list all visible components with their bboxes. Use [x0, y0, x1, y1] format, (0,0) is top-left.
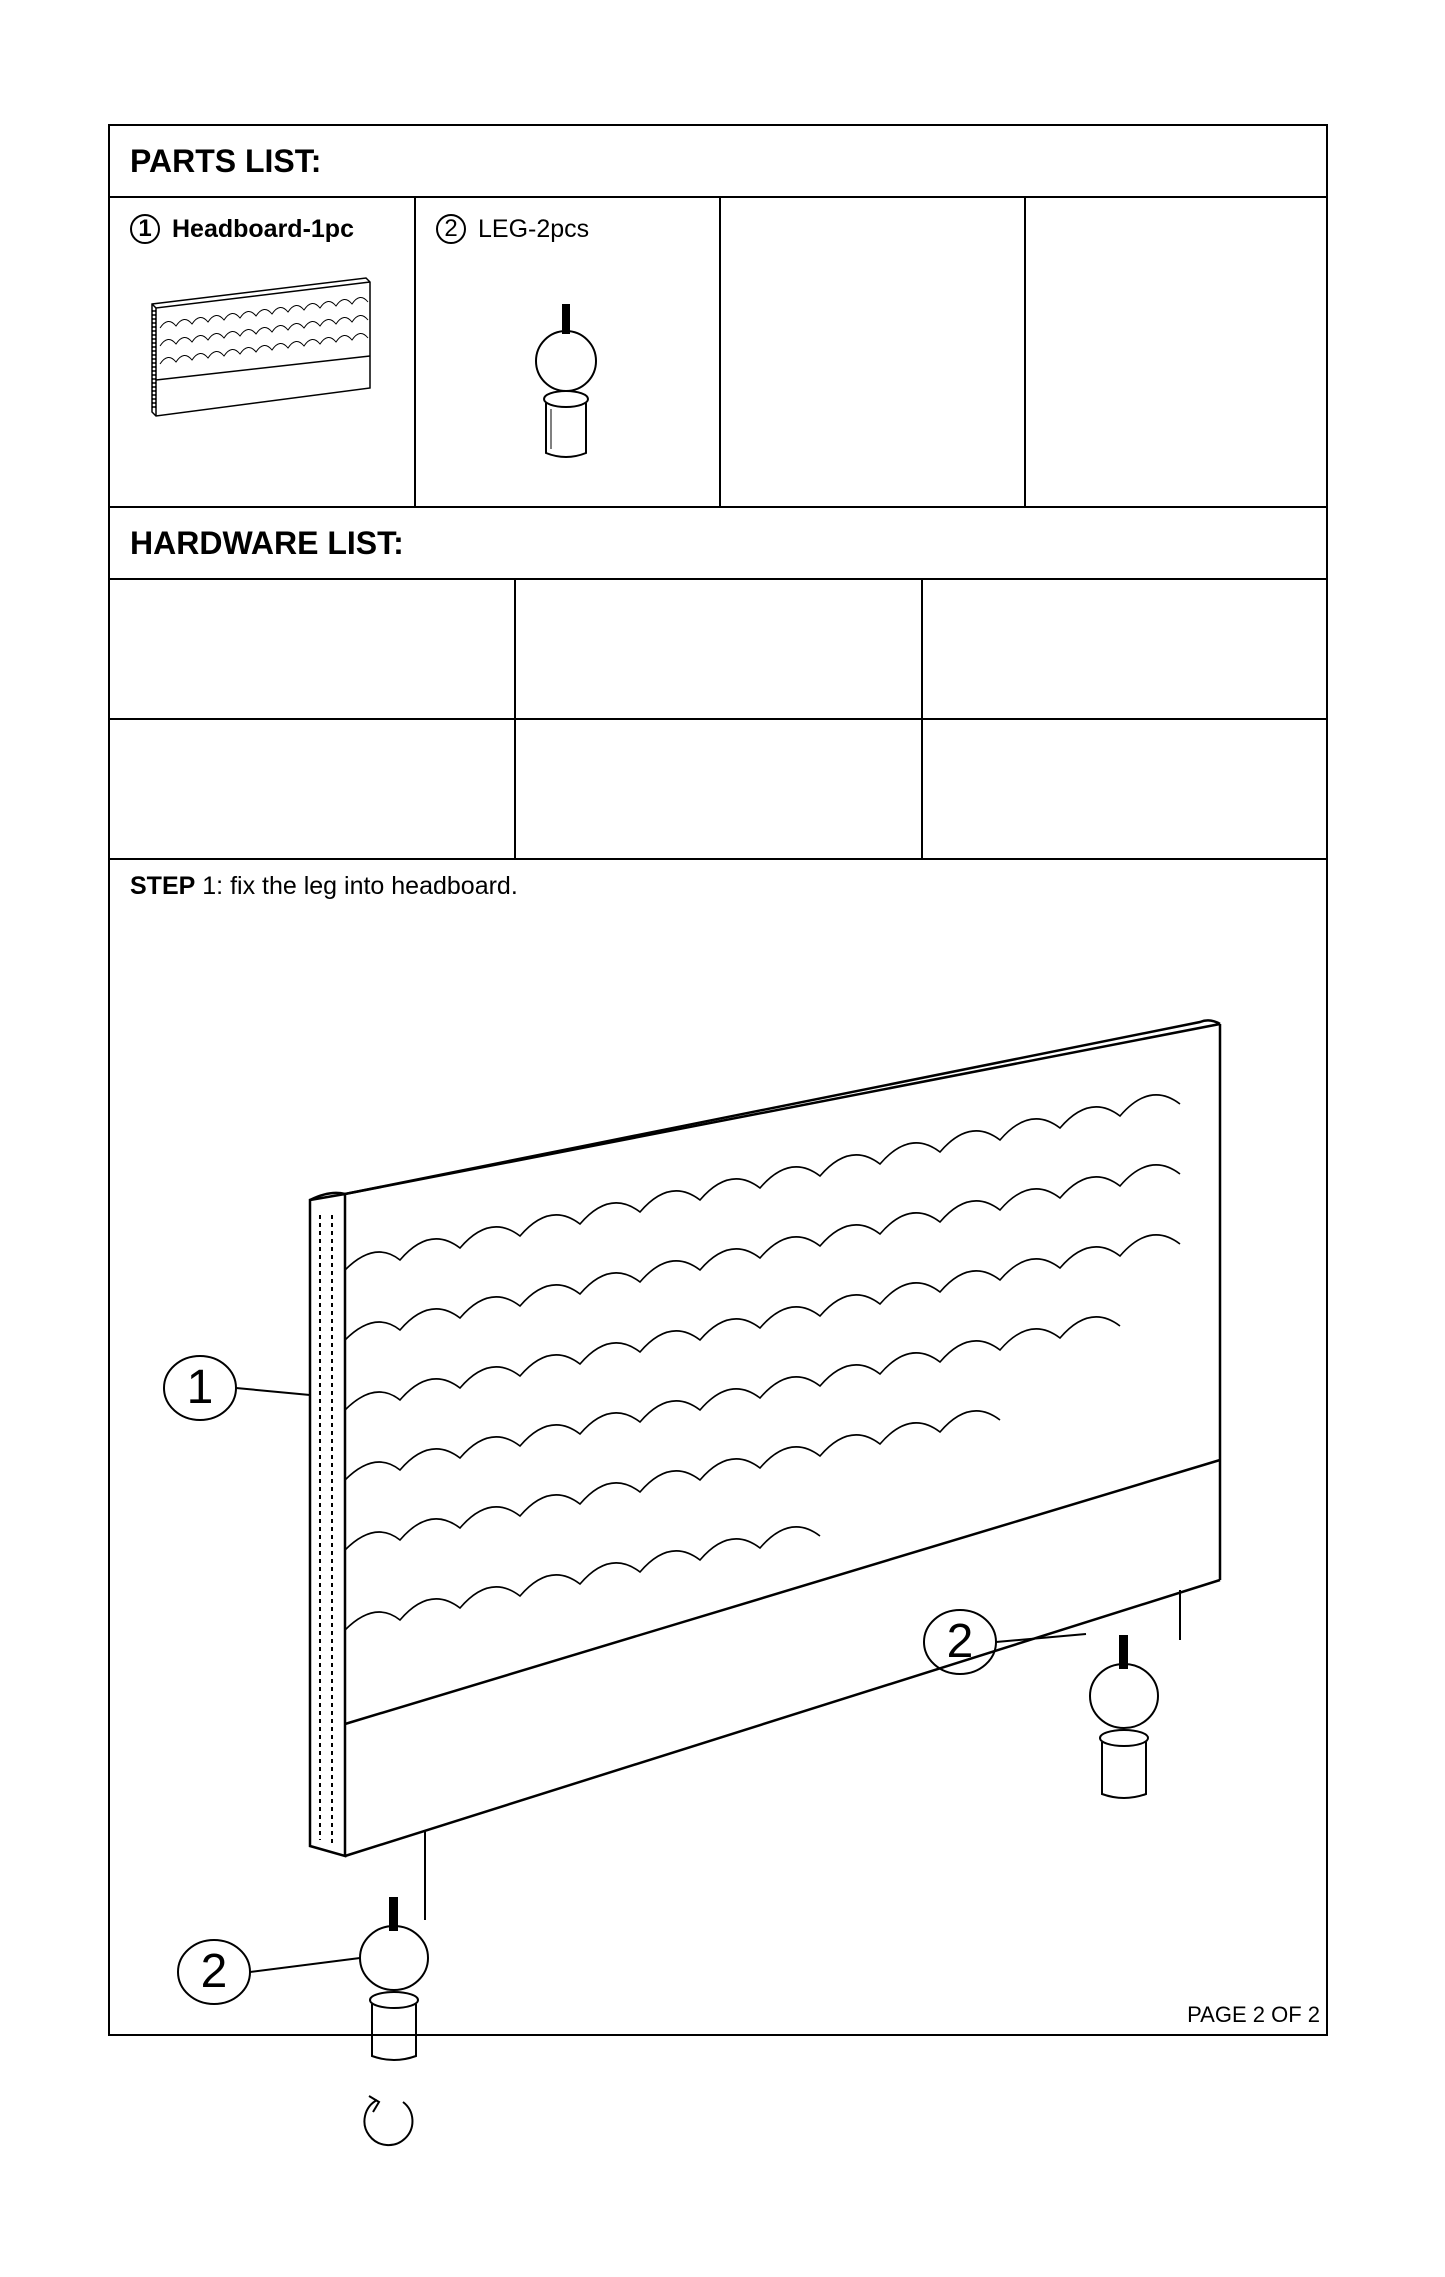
parts-row — [110, 198, 1326, 508]
part-label-leg — [436, 214, 589, 244]
leg-left-icon — [354, 1896, 434, 2076]
callout-2-right-label: 2 — [946, 1615, 974, 1668]
part-label-headboard — [130, 214, 354, 244]
instruction-sheet — [108, 124, 1328, 2036]
step-1-instruction: STEP 1: fix the leg into headboard. — [130, 872, 518, 900]
hardware-cell — [516, 580, 923, 718]
callout-2-right — [920, 1604, 1090, 1684]
step-1-section — [110, 860, 1326, 2034]
hardware-cell — [110, 720, 516, 858]
hardware-cell — [923, 580, 1330, 718]
callout-2-left-label: 2 — [200, 1945, 228, 1998]
step-word: STEP — [130, 872, 196, 900]
part-cell-headboard — [110, 198, 416, 506]
step-instruction-text: fix the leg into headboard. — [230, 872, 518, 900]
part-name: Headboard-1pc — [172, 214, 354, 243]
part-cell-empty-3 — [721, 198, 1026, 506]
hardware-cell — [923, 720, 1330, 858]
callout-1 — [160, 1350, 330, 1430]
headboard-thumbnail-icon — [150, 258, 390, 478]
part-number-badge: 2 — [436, 214, 466, 244]
leg-right-icon — [1084, 1634, 1164, 1814]
hardware-row-1 — [110, 580, 1326, 720]
step-number: 1 — [202, 872, 217, 900]
part-name: LEG-2pcs — [478, 214, 590, 243]
parts-list-title: PARTS LIST: — [130, 143, 322, 179]
hardware-row-2 — [110, 720, 1326, 860]
headboard-assembly-diagram — [170, 940, 1270, 2000]
part-cell-empty-4 — [1026, 198, 1330, 506]
hardware-cell — [516, 720, 923, 858]
callout-1-label: 1 — [186, 1361, 214, 1414]
hardware-cell — [110, 580, 516, 718]
parts-list-header — [110, 126, 1326, 198]
page-number: PAGE 2 OF 2 — [1187, 2002, 1320, 2027]
hardware-list-header — [110, 508, 1326, 580]
part-cell-leg — [416, 198, 721, 506]
hardware-list-title: HARDWARE LIST: — [130, 525, 404, 561]
callout-2-left — [174, 1934, 364, 2014]
leg-thumbnail-icon — [531, 303, 601, 478]
rotate-arrow-icon — [355, 2086, 425, 2156]
part-number-badge: 1 — [130, 214, 160, 244]
